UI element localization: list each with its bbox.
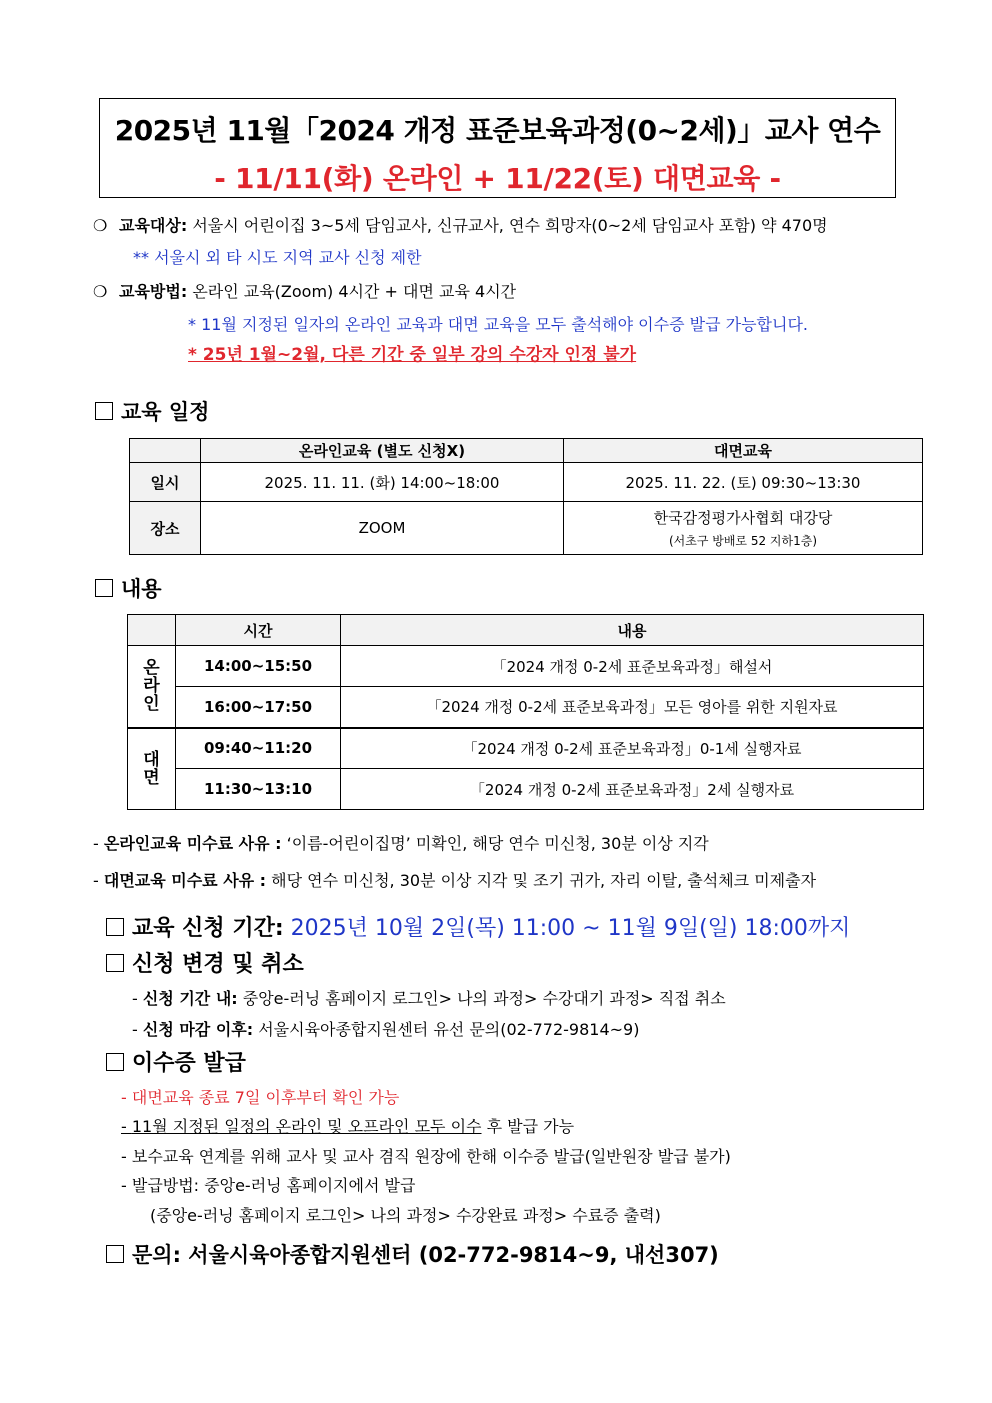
time-cell: 16:00~17:50 — [176, 687, 341, 728]
group-offline: 대 면 — [128, 728, 176, 810]
target-note: ** 서울시 외 타 시도 지역 교사 신청 제한 — [133, 248, 422, 267]
document-subtitle: - 11/11(화) 온라인 + 11/22(토) 대면교육 - — [214, 162, 781, 195]
checkbox-square-icon — [95, 579, 113, 597]
certificate-item-2: - 11월 지정된 일정의 온라인 및 오프라인 모두 이수 후 발급 가능 — [121, 1117, 575, 1136]
offline-incomplete: - 대면교육 미수료 사유 : 해당 연수 미신청, 30분 이상 지각 및 조기 귀가, 자리 이탈, 출석체크 미제출자 — [93, 871, 817, 890]
circle-bullet-icon: ❍ — [93, 282, 108, 301]
change-heading: 신청 변경 및 취소 — [106, 947, 304, 978]
time-cell: 11:30~13:10 — [176, 769, 341, 810]
apply-period: 2025년 10월 2일(목) 11:00 ~ 11월 9일(일) 18:00까지 — [283, 916, 851, 941]
title-box — [99, 98, 896, 198]
checkbox-square-icon — [106, 954, 124, 972]
offline-place: 한국감정평가사협회 대강당 — [653, 509, 833, 527]
method-label: 교육방법: — [119, 282, 188, 301]
col-offline: 대면교육 — [564, 439, 923, 463]
target-text: 서울시 어린이집 3~5세 담임교사, 신규교사, 연수 희망자(0~2세 담임교사 포함) 약 470명 — [187, 216, 828, 235]
content-table — [127, 614, 924, 810]
content-heading: 내용 — [95, 573, 162, 603]
change-item-1: - 신청 기간 내: 중앙e-러닝 홈페이지 로그인> 나의 과정> 수강대기 과정> 직접 취소 — [132, 989, 726, 1008]
online-incomplete: - 온라인교육 미수료 사유 : ‘이름-어린이집명’ 미확인, 해당 연수 미신청, 30분 이상 지각 — [93, 834, 709, 853]
checkbox-square-icon — [106, 1245, 124, 1263]
change-item-2: - 신청 마감 이후: 서울시육아종합지원센터 유선 문의(02-772-9814~9) — [132, 1020, 640, 1039]
col-time: 시간 — [176, 615, 341, 646]
schedule-heading: 교육 일정 — [95, 396, 209, 426]
time-cell: 14:00~15:50 — [176, 646, 341, 687]
offline-place-sub: (서초구 방배로 52 지하1층) — [668, 534, 818, 548]
certificate-heading: 이수증 발급 — [106, 1046, 246, 1077]
document-title: 2025년 11월「2024 개정 표준보육과정(0~2세)」교사 연수 — [114, 114, 881, 147]
online-date: 2025. 11. 11. (화) 14:00~18:00 — [201, 463, 564, 502]
checkbox-square-icon — [106, 918, 124, 936]
certificate-item-3: - 보수교육 연계를 위해 교사 및 교사 겸직 원장에 한해 이수증 발급(일반원장 발급 불가) — [121, 1147, 731, 1166]
target-label: 교육대상: — [119, 216, 188, 235]
content-cell: 「2024 개정 0-2세 표준보육과정」해설서 — [341, 646, 924, 687]
certificate-item-4: - 발급방법: 중앙e-러닝 홈페이지에서 발급 — [121, 1176, 416, 1195]
method-text: 온라인 교육(Zoom) 4시간 + 대면 교육 4시간 — [187, 282, 517, 301]
checkbox-square-icon — [106, 1053, 124, 1071]
checkbox-square-icon — [95, 402, 113, 420]
schedule-corner — [130, 439, 201, 463]
content-cell: 「2024 개정 0-2세 표준보육과정」모든 영아를 위한 지원자료 — [341, 687, 924, 728]
certificate-item-1: - 대면교육 종료 7일 이후부터 확인 가능 — [121, 1088, 400, 1107]
content-cell: 「2024 개정 0-2세 표준보육과정」0-1세 실행자료 — [341, 728, 924, 769]
content-cell: 「2024 개정 0-2세 표준보육과정」2세 실행자료 — [341, 769, 924, 810]
circle-bullet-icon: ❍ — [93, 216, 108, 235]
col-content: 내용 — [341, 615, 924, 646]
target-line — [93, 213, 828, 236]
apply-heading: 교육 신청 기간: 2025년 10월 2일(목) 11:00 ~ 11월 9일(일) 18:00까지 — [106, 911, 850, 942]
group-online: 온 라 인 — [128, 646, 176, 728]
certificate-item-4-sub: (중앙e-러닝 홈페이지 로그인> 나의 과정> 수강완료 과정> 수료증 출력) — [150, 1206, 661, 1225]
row-place-label: 장소 — [130, 502, 201, 555]
col-online: 온라인교육 (별도 신청X) — [201, 439, 564, 463]
method-note-1: * 11월 지정된 일자의 온라인 교육과 대면 교육을 모두 출석해야 이수증 발급 가능합니다. — [188, 315, 808, 334]
method-note-2: * 25년 1월~2월, 다른 기간 중 일부 강의 수강자 인정 불가 — [188, 345, 637, 365]
time-cell: 09:40~11:20 — [176, 728, 341, 769]
content-corner — [128, 615, 176, 646]
row-date-label: 일시 — [130, 463, 201, 502]
offline-place-cell — [564, 502, 923, 555]
schedule-table — [129, 438, 923, 555]
offline-date: 2025. 11. 22. (토) 09:30~13:30 — [564, 463, 923, 502]
online-place: ZOOM — [201, 502, 564, 555]
inquiry: 문의: 서울시육아종합지원센터 (02-772-9814~9, 내선307) — [106, 1239, 719, 1269]
method-line — [93, 279, 516, 302]
